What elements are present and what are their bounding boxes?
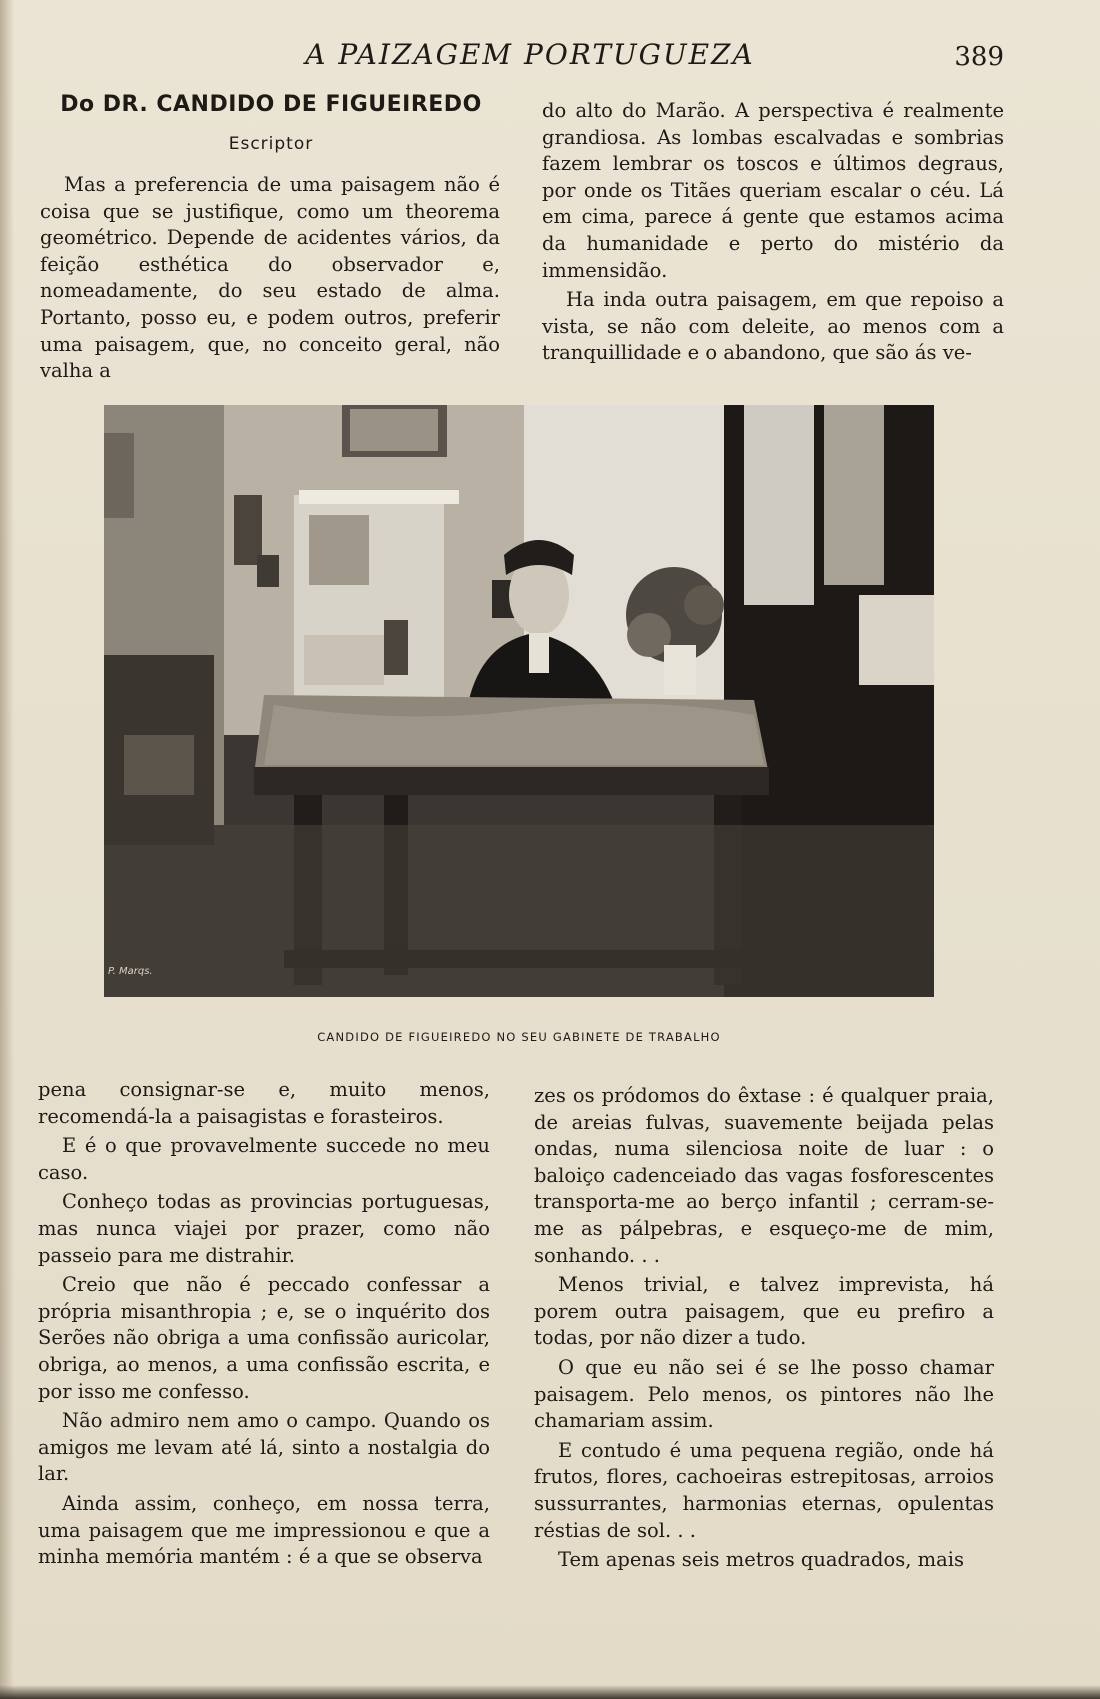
paragraph: E é o que provavelmente succede no meu caso.	[38, 1134, 490, 1184]
photo-caption: CANDIDO DE FIGUEIREDO NO SEU GABINETE DE TRABALHO	[317, 1030, 721, 1044]
column-bottom-right	[534, 1083, 994, 1577]
paragraph: Tem apenas seis metros quadrados, mais	[558, 1548, 964, 1572]
paragraph: O que eu não sei é se lhe posso chamar paisagem. Pelo menos, os pintores não lhe chamariam assim.	[534, 1355, 994, 1433]
page-number: 389	[954, 42, 1004, 72]
paragraph: Menos trivial, e talvez imprevista, há porem outra paisagem, que eu prefiro a todas, por não dizer a tudo.	[534, 1273, 994, 1350]
column-bottom-left	[38, 1077, 490, 1574]
paragraph: zes os pródomos do êxtase : é qualquer praia, de areias fulvas, suavemente beijada pelas ondas, numa silenciosa noite de luar : o baloiço cadenceiado das vagas fosforescentes transporta-me ao berço infantil ; cerram-se-me as pálpebras, e esqueço-me de mim, sonhando. . .	[534, 1084, 994, 1267]
paragraph: Mas a preferencia de uma paisagem não é coisa que se justifique, como um theorema geométrico. Depende de acidentes vários, da feição esthética do observador e, nomeadamente, do seu estado de alma. Portanto, posso eu, e podem outros, preferir uma paisagem, que, no conceito geral, não valha a	[40, 173, 500, 383]
page-bottom-shadow	[0, 1685, 1100, 1699]
photo-illustration	[104, 405, 934, 997]
paragraph: E contudo é uma pequena região, onde há frutos, flores, cachoeiras estrepitosas, arroios sussurrantes, harmonias eternas, opulentas réstias de sol. . .	[534, 1438, 994, 1542]
photographer-signature: P. Marqs.	[108, 966, 153, 977]
article-author: Do DR. CANDIDO DE FIGUEIREDO	[60, 92, 482, 117]
paragraph: Ainda assim, conheço, em nossa terra, uma paisagem que me impressionou e que a minha memória mantém : é a que se observa	[38, 1491, 490, 1569]
paragraph: pena consignar-se e, muito menos, recomendá-la a paisagistas e forasteiros.	[38, 1078, 490, 1128]
column-top-right	[542, 98, 1004, 370]
paragraph: Não admiro nem amo o campo. Quando os amigos me levam até lá, sinto a nostalgia do lar.	[38, 1409, 490, 1486]
portrait-photograph	[104, 405, 934, 997]
column-top-left	[40, 172, 500, 388]
paragraph: Creio que não é peccado confessar a própria misanthropia ; e, se o inquérito dos Serões não obriga a uma confissão auricolar, obriga, ao menos, a uma confissão escrita, e por isso me confesso.	[38, 1273, 490, 1403]
paragraph: do alto do Marão. A perspectiva é realmente grandiosa. As lombas escalvadas e sombrias fazem lembrar os toscos e últimos degraus, por onde os Titães queriam escalar o céu. Lá em cima, parece á gente que estamos acima da humanidade e perto do mistério da immensidão.	[542, 99, 1004, 282]
running-header: A PAIZAGEM PORTUGUEZA	[305, 38, 755, 71]
paragraph: Conheço todas as provincias portuguesas, mas nunca viajei por prazer, como não passeio para me distrahir.	[38, 1190, 490, 1267]
article-author-role: Escriptor	[228, 134, 314, 154]
paragraph: Ha inda outra paisagem, em que repoiso a vista, se não com deleite, ao menos com a tranquillidade e o abandono, que são ás ve-	[542, 288, 1004, 365]
page-edge-shadow	[0, 0, 14, 1699]
